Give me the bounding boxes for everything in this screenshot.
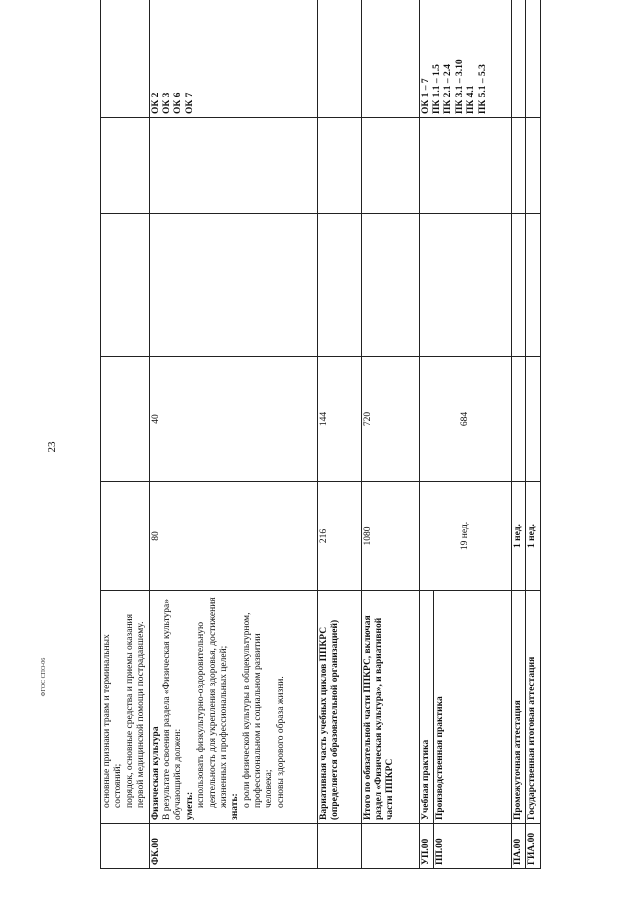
competency-code: ПК 2.1 – 2.4 [443, 64, 454, 114]
table-row [317, 0, 361, 869]
cell-obligatory-load: 144 [317, 357, 361, 482]
competency-code: ПК 5.1 – 5.3 [477, 64, 488, 114]
cell-blank [419, 118, 511, 214]
table-row [526, 0, 540, 869]
cell-obligatory-load [511, 357, 525, 482]
cell-name [101, 591, 150, 824]
cell-blank [361, 118, 419, 214]
cell-name [317, 591, 361, 824]
cell-max-load: 1080 [361, 482, 419, 591]
page-number: 23 [46, 441, 58, 453]
cell-max-load: 80 [149, 482, 317, 591]
cell-competencies [317, 0, 361, 118]
cell-name-line: основы здорового образа жизни. [275, 676, 286, 808]
cell-max-load: 216 [317, 482, 361, 591]
cell-blank [317, 118, 361, 214]
cell-name-line: основные признаки травм и терминальных состояний; [102, 634, 124, 808]
cell-blank [101, 118, 150, 214]
cell-code: ФК.00 [149, 824, 317, 869]
cell-duration: 1 нед. [526, 482, 540, 591]
cell-name: Производственная практика [433, 591, 511, 824]
curriculum-table [100, 0, 541, 869]
cell-name-line: Физическая культура [150, 726, 161, 820]
cell-discipline [511, 214, 525, 357]
cell-name: Учебная практика [419, 591, 433, 824]
cell-discipline [361, 214, 419, 357]
competency-code: ПК 3.1 – 3.10 [454, 59, 465, 114]
cell-name-line: о роли физической культуры в общекультурном, профессиональном и социальном развитии человека; [241, 612, 275, 808]
cell-name-line: В результате освоения раздела «Физическая культура» обучающийся должен: [161, 599, 184, 820]
cell-blank [511, 118, 525, 214]
cell-code: ПП.00 [433, 824, 511, 869]
cell-obligatory-load: 720 [361, 357, 419, 482]
competency-code: ОК 1 – 7 [420, 78, 431, 114]
competency-code: ОК 3 [161, 92, 172, 114]
cell-max-load [101, 482, 150, 591]
cell-code: ГИА.00 [526, 824, 540, 869]
competency-code: ПК 1.1 – 1.5 [431, 64, 442, 114]
cell-code: УП.00 [419, 824, 433, 869]
competency-code: ПК 4.1 [466, 85, 477, 114]
table-row [419, 0, 433, 869]
cell-discipline [526, 214, 540, 357]
cell-discipline [419, 214, 511, 357]
cell-name-line: Вариативная часть учебных циклов ППКРС (определяется образовательной организацией) [318, 619, 340, 820]
cell-duration: 1 нед. [511, 482, 525, 591]
competency-code: ОК 2 [150, 92, 161, 114]
cell-discipline [149, 214, 317, 357]
cell-competencies [511, 0, 525, 118]
rotated-content [100, 40, 538, 869]
cell-discipline [101, 214, 150, 357]
cell-blank [526, 118, 540, 214]
competency-code: ОК 7 [184, 92, 195, 114]
cell-code [101, 824, 150, 869]
cell-name-line: порядок, основные средства и приемы оказания первой медицинской помощи пострадавшему. [124, 613, 147, 808]
table-row [361, 0, 419, 869]
cell-name-line: использовать физкультурно-оздоровительную деятельность для укрепления здоровья, достижения жизненных и профессиональных целей; [196, 597, 229, 808]
cell-code [317, 824, 361, 869]
cell-blank [149, 118, 317, 214]
cell-competencies [526, 0, 540, 118]
cell-code [361, 824, 419, 869]
cell-discipline [317, 214, 361, 357]
cell-name: Государственная итоговая аттестация [526, 591, 540, 824]
cell-competencies [101, 0, 150, 118]
cell-obligatory-load [526, 357, 540, 482]
cell-name [361, 591, 419, 824]
cell-practice-hours: 684 [419, 357, 511, 482]
cell-obligatory-load: 40 [149, 357, 317, 482]
table-row [511, 0, 525, 869]
table-row [101, 0, 150, 869]
cell-obligatory-load [101, 357, 150, 482]
cell-code: ПА.00 [511, 824, 525, 869]
cell-name-line: Итого по обязательной части ППКРС, включая раздел «Физическая культура», и вариативной части ППКРС [362, 615, 396, 820]
footer-code: ФГОС СПО-06 [41, 657, 47, 697]
curriculum-table-frame [100, 40, 538, 869]
cell-competencies [361, 0, 419, 118]
cell-competencies [149, 0, 317, 118]
cell-name [149, 591, 317, 824]
table-body [101, 0, 541, 869]
table-row [149, 0, 317, 869]
cell-name-line: знать: [230, 793, 241, 820]
cell-practice-weeks: 19 нед. [419, 482, 511, 591]
competency-code: ОК 6 [173, 92, 184, 114]
cell-competencies [419, 0, 511, 118]
cell-name: Промежуточная аттестация [511, 591, 525, 824]
cell-name-line: уметь: [184, 791, 195, 820]
